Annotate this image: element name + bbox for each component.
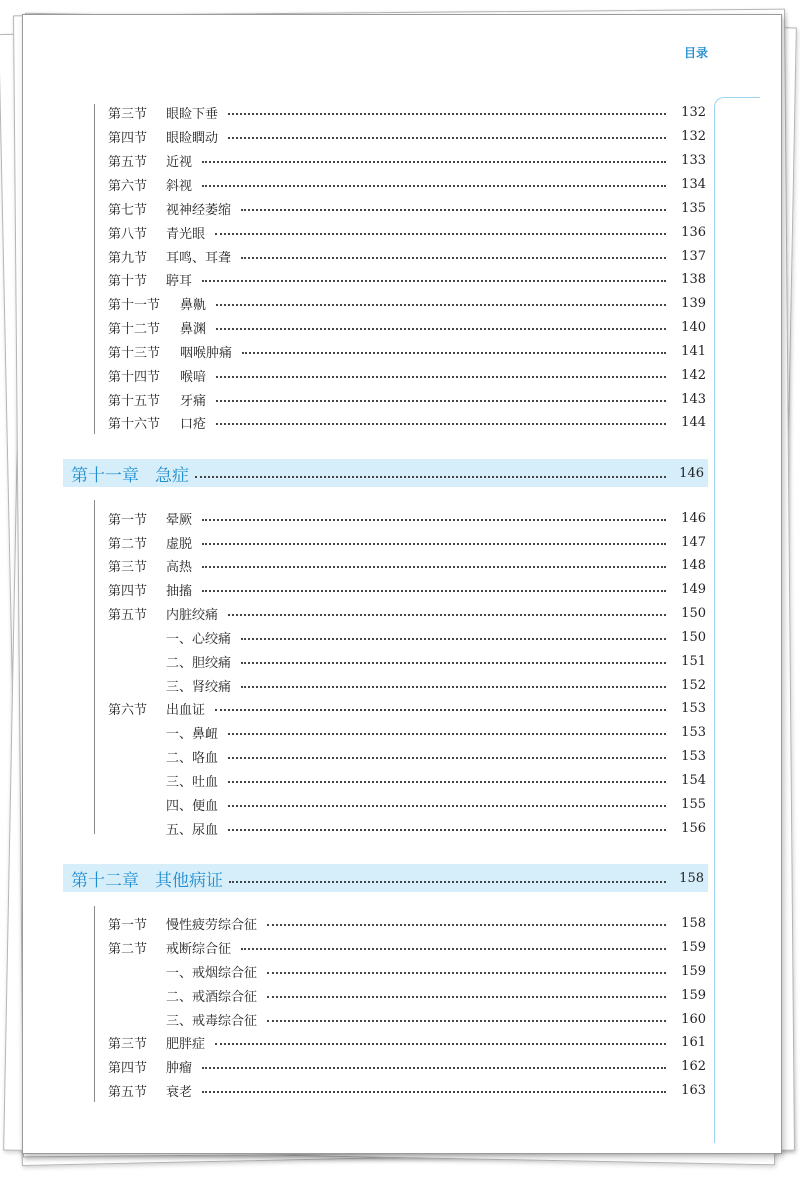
toc-sub-entry[interactable] (108, 793, 706, 815)
section-number: 第十六节 (108, 416, 161, 432)
page-number: 146 (679, 465, 704, 481)
page-number: 150 (681, 629, 706, 645)
toc-entry[interactable] (108, 340, 706, 362)
section-number: 第十三节 (108, 345, 161, 361)
toc-entry[interactable] (108, 364, 706, 386)
page-number: 140 (681, 319, 706, 335)
toc-entry[interactable] (108, 388, 706, 410)
toc-entry[interactable] (108, 221, 706, 243)
dot-leader (228, 113, 666, 115)
dot-leader (241, 686, 666, 688)
section-title: 近视 (166, 154, 193, 170)
toc-entry[interactable] (108, 531, 706, 553)
sub-entry-title: 一、心绞痛 (166, 631, 232, 647)
toc-entry[interactable] (108, 149, 706, 171)
page-number: 135 (681, 200, 706, 216)
page-number: 156 (681, 820, 706, 836)
section-number: 第二节 (108, 941, 148, 957)
section-title: 出血证 (166, 702, 206, 718)
page-number: 155 (681, 796, 706, 812)
section-number: 第八节 (108, 226, 148, 242)
page-number: 158 (679, 870, 704, 886)
sub-entry-title: 三、肾绞痛 (166, 679, 232, 695)
sub-entry-title: 二、胆绞痛 (166, 655, 232, 671)
dot-leader (241, 257, 666, 259)
toc-sub-entry[interactable] (108, 626, 706, 648)
toc-entry[interactable] (108, 936, 706, 958)
dot-leader (216, 400, 666, 402)
section-title: 鼻渊 (180, 321, 207, 337)
sub-entry-title: 三、吐血 (166, 774, 219, 790)
dot-leader (202, 566, 666, 568)
section-group-line (94, 104, 95, 434)
dot-leader (202, 519, 666, 521)
section-title: 高热 (166, 559, 193, 575)
section-title: 眼睑瞤动 (166, 130, 219, 146)
dot-leader (202, 161, 666, 163)
dot-leader (228, 614, 666, 616)
toc-entry[interactable] (108, 1079, 706, 1101)
dot-leader (228, 137, 666, 139)
toc-entry[interactable] (108, 1055, 706, 1077)
section-title: 慢性疲劳综合征 (166, 917, 258, 933)
page-number: 152 (681, 677, 706, 693)
page-number: 161 (681, 1034, 706, 1050)
page-number: 153 (681, 700, 706, 716)
section-title: 牙痛 (180, 393, 207, 409)
dot-leader (241, 948, 666, 950)
section-title: 斜视 (166, 178, 193, 194)
section-title: 肥胖症 (166, 1036, 206, 1052)
dot-leader (216, 304, 666, 306)
dot-leader (202, 1067, 666, 1069)
section-number: 第三节 (108, 1036, 148, 1052)
toc-sub-entry[interactable] (108, 817, 706, 839)
page-number: 142 (681, 367, 706, 383)
toc-sub-entry[interactable] (108, 1008, 706, 1030)
chapter-title: 急症 (155, 465, 189, 486)
section-title: 耳鸣、耳聋 (166, 250, 232, 266)
section-title: 戒断综合征 (166, 941, 232, 957)
dot-leader (267, 996, 666, 998)
toc-entry[interactable] (108, 245, 706, 267)
toc-entry[interactable] (108, 268, 706, 290)
toc-entry[interactable] (108, 912, 706, 934)
page-number: 144 (681, 414, 706, 430)
dot-leader (228, 757, 666, 759)
toc-sub-entry[interactable] (108, 745, 706, 767)
dot-leader (241, 638, 666, 640)
toc-entry[interactable] (108, 411, 706, 433)
dot-leader (267, 972, 666, 974)
chapter-heading[interactable] (63, 459, 708, 487)
page-number: 137 (681, 248, 706, 264)
page-number: 153 (681, 724, 706, 740)
section-number: 第四节 (108, 583, 148, 599)
page-number: 147 (681, 534, 706, 550)
sub-entry-title: 一、鼻衄 (166, 726, 219, 742)
section-title: 鼻鼽 (180, 297, 207, 313)
dot-leader (228, 805, 666, 807)
section-title: 抽搐 (166, 583, 193, 599)
page-number: 133 (681, 152, 706, 168)
toc-entry[interactable] (108, 1031, 706, 1053)
page-number: 136 (681, 224, 706, 240)
page-number: 159 (681, 939, 706, 955)
section-group-line (94, 906, 95, 1102)
section-title: 眼睑下垂 (166, 106, 219, 122)
dot-leader (228, 733, 666, 735)
page-number: 139 (681, 295, 706, 311)
page-number: 143 (681, 391, 706, 407)
dot-leader (202, 590, 666, 592)
page-number: 163 (681, 1082, 706, 1098)
section-title: 喉喑 (180, 369, 207, 385)
section-title: 衰老 (166, 1084, 193, 1100)
toc-sub-entry[interactable] (108, 960, 706, 982)
page-number: 150 (681, 605, 706, 621)
dot-leader (267, 924, 666, 926)
dot-leader (202, 185, 666, 187)
page-number: 148 (681, 557, 706, 573)
toc-entry[interactable] (108, 554, 706, 576)
section-number: 第五节 (108, 1084, 148, 1100)
section-title: 视神经萎缩 (166, 202, 232, 218)
page-number: 159 (681, 987, 706, 1003)
dot-leader (216, 423, 666, 425)
section-number: 第九节 (108, 250, 148, 266)
section-number: 第一节 (108, 917, 148, 933)
dot-leader (228, 781, 666, 783)
page-number: 154 (681, 772, 706, 788)
toc-entry[interactable] (108, 507, 706, 529)
section-number: 第十四节 (108, 369, 161, 385)
toc-entry[interactable] (108, 197, 706, 219)
page-number: 146 (681, 510, 706, 526)
dot-leader (215, 709, 666, 711)
page-number: 160 (681, 1011, 706, 1027)
sub-entry-title: 二、戒酒综合征 (166, 989, 258, 1005)
section-number: 第十一节 (108, 297, 161, 313)
section-number: 第四节 (108, 1060, 148, 1076)
dot-leader (215, 233, 666, 235)
sub-entry-title: 五、尿血 (166, 822, 219, 838)
chapter-heading[interactable] (63, 864, 708, 892)
dot-leader (215, 1043, 666, 1045)
section-number: 第二节 (108, 536, 148, 552)
toc-sub-entry[interactable] (108, 769, 706, 791)
section-number: 第五节 (108, 607, 148, 623)
dot-leader (202, 543, 666, 545)
running-header: 目录 (684, 46, 709, 60)
section-number: 第七节 (108, 202, 148, 218)
toc-sub-entry[interactable] (108, 984, 706, 1006)
section-title: 内脏绞痛 (166, 607, 219, 623)
section-number: 第四节 (108, 130, 148, 146)
toc-entry[interactable] (108, 292, 706, 314)
toc-entry[interactable] (108, 578, 706, 600)
page-number: 134 (681, 176, 706, 192)
chapter-title: 其他病证 (155, 870, 223, 891)
dot-leader (216, 328, 666, 330)
toc-entry[interactable] (108, 697, 706, 719)
section-title: 聤耳 (166, 273, 193, 289)
section-title: 虚脱 (166, 536, 193, 552)
section-number: 第六节 (108, 178, 148, 194)
section-number: 第六节 (108, 702, 148, 718)
sub-entry-title: 三、戒毒综合征 (166, 1013, 258, 1029)
page-margin-decoration (714, 97, 760, 1143)
section-title: 咽喉肿痛 (180, 345, 233, 361)
section-title: 晕厥 (166, 512, 193, 528)
sub-entry-title: 一、戒烟综合征 (166, 965, 258, 981)
page-number: 153 (681, 748, 706, 764)
page-number: 149 (681, 581, 706, 597)
toc-entry[interactable] (108, 602, 706, 624)
dot-leader (195, 476, 666, 478)
page-number: 132 (681, 128, 706, 144)
section-number: 第十二节 (108, 321, 161, 337)
sub-entry-title: 二、咯血 (166, 750, 219, 766)
chapter-number: 第十二章 (71, 870, 139, 891)
toc-sub-entry[interactable] (108, 721, 706, 743)
page-number: 159 (681, 963, 706, 979)
sub-entry-title: 四、便血 (166, 798, 219, 814)
dot-leader (202, 1091, 666, 1093)
dot-leader (229, 881, 666, 883)
page-number: 162 (681, 1058, 706, 1074)
section-number: 第十五节 (108, 393, 161, 409)
page-number: 151 (681, 653, 706, 669)
dot-leader (267, 1020, 666, 1022)
toc-entry[interactable] (108, 316, 706, 338)
dot-leader (228, 829, 666, 831)
section-number: 第三节 (108, 559, 148, 575)
page-number: 132 (681, 104, 706, 120)
section-number: 第一节 (108, 512, 148, 528)
dot-leader (242, 352, 666, 354)
dot-leader (241, 662, 666, 664)
section-number: 第三节 (108, 106, 148, 122)
toc-entry[interactable] (108, 125, 706, 147)
section-number: 第五节 (108, 154, 148, 170)
section-title: 青光眼 (166, 226, 206, 242)
page-number: 141 (681, 343, 706, 359)
section-number: 第十节 (108, 273, 148, 289)
dot-leader (216, 376, 666, 378)
toc-entry[interactable] (108, 173, 706, 195)
section-group-line (94, 500, 95, 834)
page-number: 138 (681, 271, 706, 287)
toc-sub-entry[interactable] (108, 674, 706, 696)
toc-sub-entry[interactable] (108, 650, 706, 672)
dot-leader (241, 209, 666, 211)
section-title: 口疮 (180, 416, 207, 432)
section-title: 肿瘤 (166, 1060, 193, 1076)
chapter-number: 第十一章 (71, 465, 139, 486)
toc-entry[interactable] (108, 101, 706, 123)
dot-leader (202, 280, 666, 282)
page-number: 158 (681, 915, 706, 931)
